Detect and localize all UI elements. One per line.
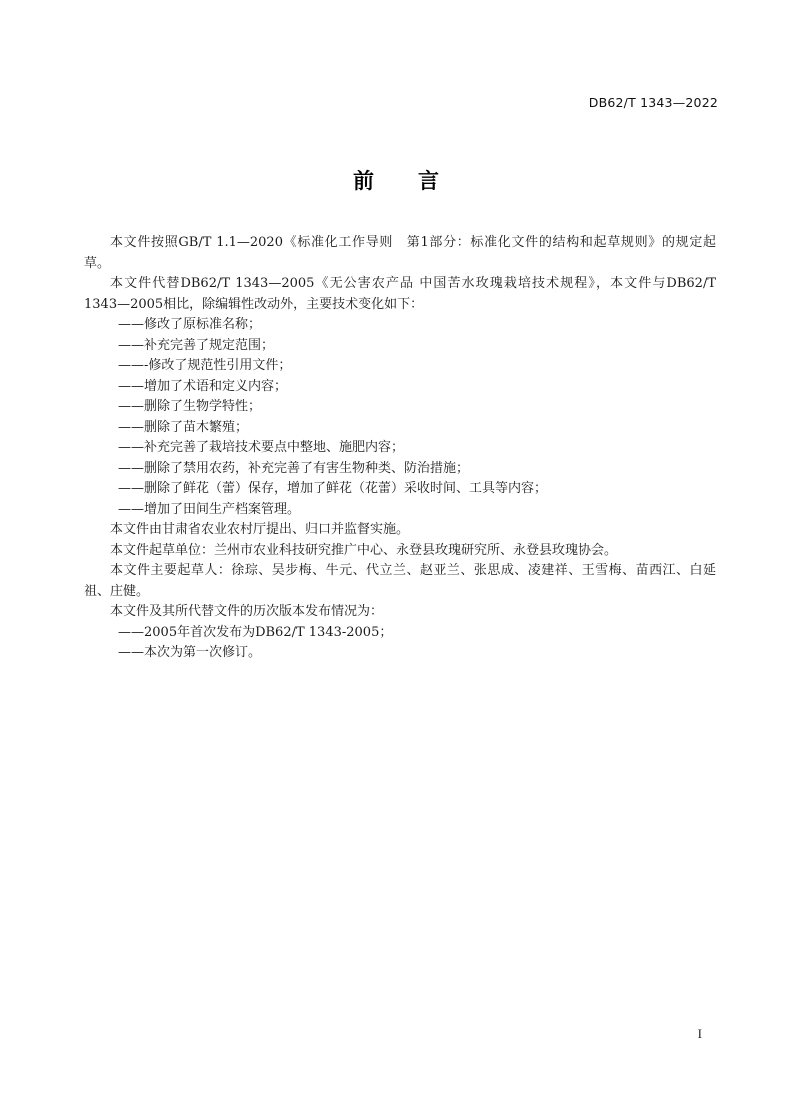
list-item: ——-修改了规范性引用文件； bbox=[118, 358, 292, 373]
history-intro-paragraph: 本文件及其所代替文件的历次版本发布情况为： bbox=[110, 604, 384, 619]
drafting-basis-paragraph: 本文件按照GB/T 1.1—2020《标准化工作导则 第1部分：标准化文件的结构和起草规则》的规定起草。 bbox=[84, 235, 716, 271]
version-history-list bbox=[84, 623, 716, 664]
list-item: ——增加了田间生产档案管理。 bbox=[118, 501, 301, 517]
list-item: ——2005年首次发布为DB62/T 1343-2005； bbox=[118, 624, 393, 640]
list-item: ——补充完善了栽培技术要点中整地、施肥内容； bbox=[118, 440, 405, 455]
list-item: ——删除了鲜花（蕾）保存，增加了鲜花（花蕾）采收时间、工具等内容； bbox=[118, 481, 548, 496]
drafters-paragraph: 本文件主要起草人：徐琮、吴步梅、牛元、代立兰、赵亚兰、张思成、凌建祥、王雪梅、苗西江、白延祖、庄健。 bbox=[84, 563, 716, 599]
replacement-paragraph: 本文件代替DB62/T 1343—2005《无公害农产品 中国苦水玫瑰栽培技术规程》，本文件与DB62/T 1343—2005相比，除编辑性改动外，主要技术变化如下： bbox=[84, 276, 716, 312]
list-item: ——本次为第一次修订。 bbox=[118, 645, 262, 660]
list-item: ——删除了苗木繁殖； bbox=[118, 419, 249, 435]
list-item: ——删除了生物学特性； bbox=[118, 399, 262, 414]
proposer-paragraph: 本文件由甘肃省农业农村厅提出、归口并监督实施。 bbox=[110, 522, 410, 537]
page-number: I bbox=[697, 1026, 702, 1041]
page-title: 前言 bbox=[353, 169, 483, 193]
drafting-units-paragraph: 本文件起草单位：兰州市农业科技研究推广中心、永登县玫瑰研究所、永登县玫瑰协会。 bbox=[110, 542, 618, 558]
list-item: ——增加了术语和定义内容； bbox=[118, 378, 288, 394]
list-item: ——修改了原标准名称； bbox=[118, 317, 262, 332]
list-item: ——删除了禁用农药，补充完善了有害生物种类、防治措施； bbox=[118, 460, 470, 476]
foreword-body bbox=[84, 233, 716, 664]
technical-changes-list bbox=[84, 315, 716, 520]
list-item: ——补充完善了规定范围； bbox=[118, 337, 275, 353]
document-code: DB62/T 1343—2022 bbox=[588, 95, 718, 110]
